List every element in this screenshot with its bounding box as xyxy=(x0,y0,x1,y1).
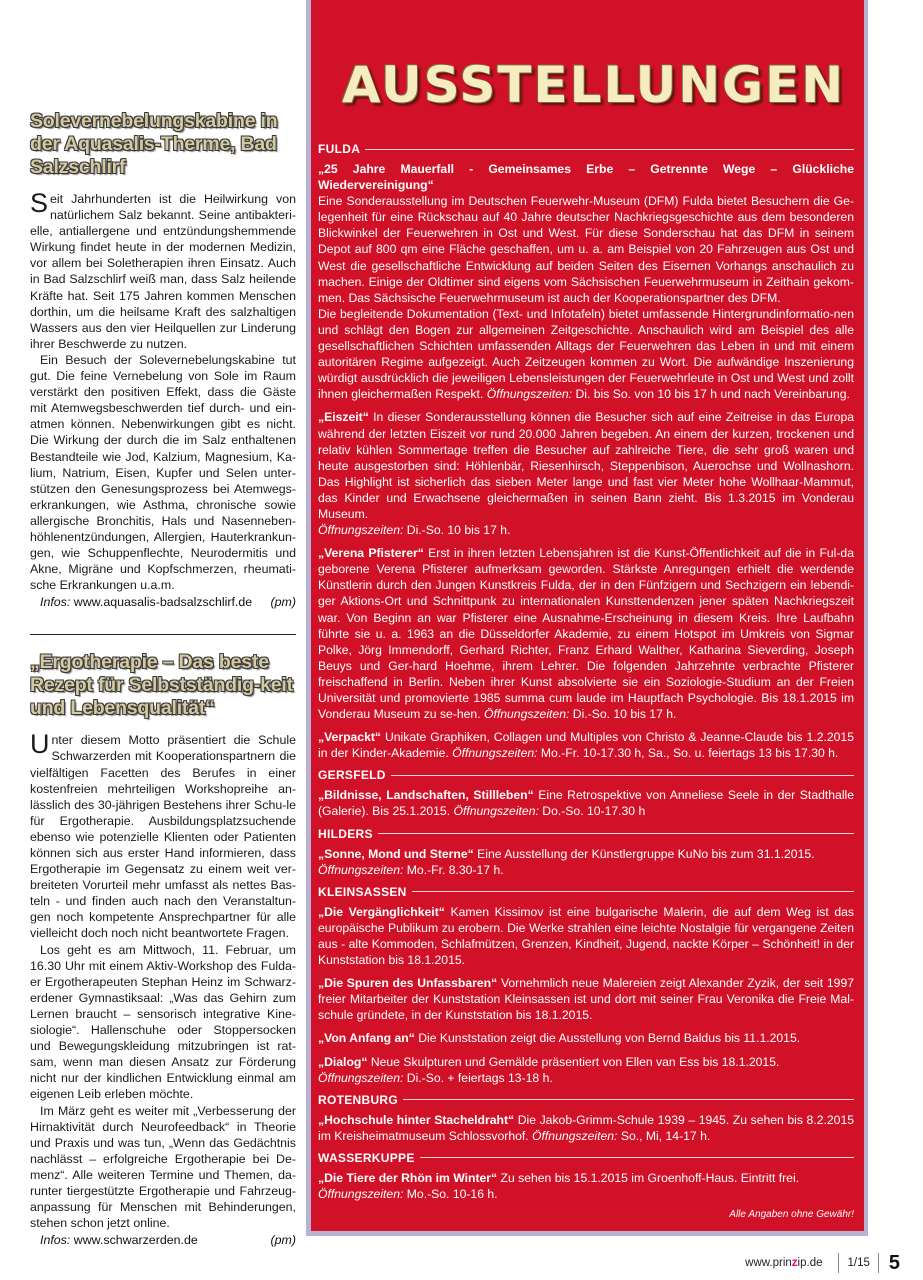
section-label: WASSERKUPPE xyxy=(318,1150,415,1165)
page-number: 5 xyxy=(888,1251,900,1274)
section-heading-hilders xyxy=(318,827,854,841)
exhibition-entry xyxy=(318,1112,854,1144)
article-paragraph xyxy=(30,188,296,352)
exhibition-title: „Die Tiere der Rhön im Winter“ xyxy=(318,1170,498,1185)
page-footer xyxy=(700,1252,900,1274)
exhibition-title: „Eiszeit“ xyxy=(318,410,369,425)
section-label: ROTENBURG xyxy=(318,1092,399,1107)
exhibition-entry xyxy=(318,1170,854,1202)
hours-label: Öffnungszeiten: xyxy=(452,746,538,761)
exhibition-text: Kamen Kissimov ist eine bulgarische Malerin, die auf dem Weg ist das europäische Publikum zu erobern. Die Werke strahlen eine leichte Nostalgie für vergangene Zeiten aus - alte Kommoden, Schlafmützen, Grenzen, Kindheit, Jugend, nackte Körper – Schönheit! in der Kunststation bis 18.1.2015. xyxy=(318,904,854,968)
section-rule xyxy=(365,149,854,150)
section-heading-rotenburg xyxy=(318,1093,854,1107)
disclaimer: Alle Angaben ohne Gewähr! xyxy=(729,1209,854,1221)
section-label: FULDA xyxy=(318,142,361,156)
section-rule xyxy=(403,1099,854,1100)
credit: (pm) xyxy=(270,595,296,610)
hours-label: Öffnungszeiten: xyxy=(532,1128,618,1143)
article-ergotherapie xyxy=(30,651,296,1248)
hours-text: Mo.-Fr. 8.30-17 h. xyxy=(406,862,504,877)
exhibition-text: Die Jakob-Grimm-Schule 1939 – 1945. Zu sehen bis 8.2.2015 im Kreisheimatmuseum Schlossvorhof. xyxy=(318,1112,855,1143)
exhibition-entry xyxy=(318,846,854,878)
footer-divider xyxy=(838,1253,839,1273)
drop-cap: U xyxy=(30,729,50,760)
hours-label: Öffnungszeiten: xyxy=(318,523,404,538)
footer-divider xyxy=(878,1253,879,1273)
exhibition-title: „25 Jahre Mauerfall - Gemeinsames Erbe – Getrennte Wege – Glückliche Wiedervereinigung“ xyxy=(318,162,854,193)
section-heading-kleinsassen xyxy=(318,885,854,899)
exhibition-entry xyxy=(318,975,854,1023)
article-paragraph xyxy=(30,729,296,941)
exhibition-entry xyxy=(318,409,854,538)
article-divider xyxy=(30,634,296,635)
exhibition-title: „Verena Pfisterer“ xyxy=(318,546,424,561)
exhibition-entry xyxy=(318,545,854,722)
info-url[interactable]: www.aquasalis-badsalzschlirf.de xyxy=(73,595,253,610)
info-line xyxy=(30,1232,296,1248)
site-url-prefix: www.prin xyxy=(745,1257,792,1269)
exhibition-text: Eine Retrospektive von Anneliese Seele in der Stadthalle (Galerie). Bis 25.1.2015. xyxy=(318,788,855,819)
exhibition-title: „Hochschule hinter Stacheldraht“ xyxy=(318,1112,515,1127)
hours-text: Di. bis So. von 10 bis 17 h und nach Vereinbarung. xyxy=(575,387,850,402)
article-paragraph: Ein Besuch der Solevernebelungskabine tut gut. Die feine Vernebelung von Sole im Raum verstärkt den positiven Effekt, dass die Gäste mit Atemwegsbeschwerden tief durch- und ein-atmen können. Nebenwirkungen gibt es nicht. Die Wirkung der durch die im Salz enthaltenen Bestandteile wie Jod, Kalzium, Magnesium, Ka-lium, Natrium, Eisen, Kupfer und Selen unter-stützen den Genesungsprozess bei Atemwegs-erkrankungen, wie Asthma, chronische sowie allergische Bronchitis, Hals und Nasenneben-höhlenentzündungen, Allergien, Hauterkrankun-gen, wie Schuppenflechte, Neurodermitis und Akne, Migräne und Kopfschmerzen, rheumati-sche Erkrankungen u.a.m. xyxy=(30,352,296,593)
hours-label: Öffnungszeiten: xyxy=(318,1070,404,1085)
exhibition-text: Vornehmlich neue Malereien zeigt Alexander Zyzik, der seit 1997 freier Mitarbeiter der Kunststation Kleinsassen ist und dort mit seiner Frau Veronika die Freie Mal-schule gründete, in der Kunststation bis 18.1.2015. xyxy=(318,976,855,1023)
exhibition-text: In dieser Sonderausstellung können die Besucher sich auf eine Zeitreise in das Europa während der letzten Eiszeit vor rund 20.000 Jahren begeben. An einem der kurzen, trockenen und relativ kühlen Sommertage treffen die Besucher auf zahlreiche Tiere, die sehr groß waren und heute ausgestorben sind: Höhlenbär, Riesenhirsch, Steppenbison, Auerochse und Wollnashorn. Das Highlight ist sicherlich das sieben Meter lange und fast vier Meter hohe Wollhaar-Mammut, das Kinder und Erwachsene gleichermaßen in seinen Bann zieht. Bis 1.3.2015 im Vonderau Museum. xyxy=(318,410,855,521)
exhibition-title: „Von Anfang an“ xyxy=(318,1031,415,1046)
section-heading-wasserkuppe xyxy=(318,1151,854,1165)
article-headline: „Ergotherapie – Das beste Rezept für Selbstständig-keit und Lebensqualität“ xyxy=(30,651,293,720)
article-solevernebelung xyxy=(30,110,296,610)
exhibition-title: „Dialog“ xyxy=(318,1054,368,1069)
hours-text: Mo.-So. 10-16 h. xyxy=(406,1186,498,1201)
info-url[interactable]: www.schwarzerden.de xyxy=(73,1233,198,1248)
exhibition-text: Neue Skulpturen und Gemälde präsentiert von Ellen van Ess bis 18.1.2015. xyxy=(370,1054,780,1069)
exhibition-text: Die Kunststation zeigt die Ausstellung von Bernd Baldus bis 11.1.2015. xyxy=(418,1031,801,1046)
left-column xyxy=(30,110,296,1248)
exhibition-text: Die begleitende Dokumentation (Text- und Infotafeln) bietet umfassende Hintergrundinformatio-nen und schlägt den Bogen zur allgemeinen Zeitgeschichte. Anschaulich wird am Beispiel des alle gesellschaftlichen Schichten umfassenden Alltags der Feuerwehren das Leben in und mit einem autoritären Regime aufgezeigt. Auch Zeitzeugen kommen zu Wort. Die aufwändige Inszenierung würdigt ausdrücklich die jeweiligen Lebensleistungen der Feuerwehrleute in Ost und West und zollt ihnen gleichermaßen Respekt. xyxy=(318,306,854,402)
article-headline: Solevernebelungskabine in der Aquasalis-Therme, Bad Salzschlirf xyxy=(30,110,278,178)
hours-label: Öffnungszeiten: xyxy=(453,804,539,819)
panel-title: AUSSTELLUNGEN xyxy=(341,56,846,114)
credit: (pm) xyxy=(270,1233,296,1248)
info-line xyxy=(30,594,296,610)
section-label: HILDERS xyxy=(318,826,373,841)
exhibition-text: Erst in ihren letzten Lebensjahren ist die Kunst-Öffentlichkeit auf die in Ful-da geborene Verena Pfisterer aufmerksam geworden. Stärkste Anregungen erhielt die werdende Künstlerin durch den Jungen Kunstkreis Fulda, der in den Fünfzigern und Sechzigern ein lebendi-ger Aktions-Ort und Schnittpunk zu internationalen Kunsttendenzen jener späten Nachkriegszeit war. Von Beginn an war Pfisterer eine Ausnahme-Erscheinung in diesem Kreis. Ihre Laufbahn führte sie u. a. 1963 an die Düsseldorfer Akademie, zu einem Hotspot im Umkreis von Sigmar Polke, Jörg Immendorff, Gerhard Richter, Franz Erhard Walther, Katharina Sieverding, Joseph Beuys und Ger-hard Hoehme, ihrem Lehrer. Die folgenden Jahrzehnte verbrachte Pfisterer freischaffend in Berlin. Neben ihrer Kunst absolvierte sie ein Soziologie-Studium an der Freien Universität und promovierte 1985 summa cum laude im Hauptfach Psychologie. Bis 18.1.2015 im Vonderau Museum zu se-hen. xyxy=(318,546,854,722)
exhibitions-list xyxy=(318,138,854,1220)
section-heading-gersfeld xyxy=(318,768,854,782)
exhibition-title: „Verpackt“ xyxy=(318,730,382,745)
site-url[interactable] xyxy=(745,1257,822,1269)
site-url-suffix: ip.de xyxy=(797,1257,823,1269)
section-rule xyxy=(391,775,854,776)
site-url-accent: z xyxy=(791,1257,798,1269)
exhibition-title: „Sonne, Mond und Sterne“ xyxy=(318,846,474,861)
exhibition-entry xyxy=(318,1054,854,1086)
article-paragraph: Im März geht es weiter mit „Verbesserung der Hirnaktivität durch Neurofeedback“ in Theorie und Praxis und was tun, „Wenn das Gedächtnis nachlässt – erfolgreiche Ergotherapie bei De-menz“. Alle weiteren Termine und Themen, da-runter tiergestützte Ergotherapie und Fahrzeug-anpassung für Menschen mit Behinderungen, stehen schon jetzt online. xyxy=(30,1103,296,1231)
hours-text: Di.-So. + feiertags 13-18 h. xyxy=(406,1070,553,1085)
exhibition-title: „Die Vergänglichkeit“ xyxy=(318,904,445,919)
exhibition-title: „Die Spuren des Unfassbaren“ xyxy=(318,976,498,991)
exhibition-text: Unikate Graphiken, Collagen und Multiples von Christo & Jeanne-Claude bis 1.2.2015 in der Kinder-Akademie. xyxy=(318,730,854,761)
exhibitions-panel xyxy=(311,0,864,1231)
exhibition-entry xyxy=(318,161,854,402)
hours-label: Öffnungszeiten: xyxy=(318,862,404,877)
section-rule xyxy=(412,891,854,892)
issue-number: 1/15 xyxy=(847,1257,870,1269)
section-label: GERSFELD xyxy=(318,768,386,783)
drop-cap: S xyxy=(30,188,49,218)
hours-text: Di.-So. 10 bis 17 h. xyxy=(406,523,511,538)
section-label: KLEINSASSEN xyxy=(318,884,407,899)
section-rule xyxy=(378,833,854,834)
info-label: Infos: xyxy=(40,1233,71,1248)
section-rule xyxy=(420,1157,854,1158)
hours-text: So., Mi, 14-17 h. xyxy=(620,1128,711,1143)
exhibition-text: Eine Sonderausstellung im Deutschen Feuerwehr-Museum (DFM) Fulda bietet Besuchern die Ge-legenheit für eine Rückschau auf 40 Jahre deutscher Nachkriegsgeschichte aus dem besonderen Blickwinkel der Feuerwehren in Ost und West. Für diese Sonderschau hat das DFM in seinem Depot auf 800 qm eine Fläche geschaffen, um u. a. am Beispiel von 20 Fahrzeugen aus Ost und West die gesellschaftliche Entwicklung auf beiden Seiten des Eisernen Vorhangs anschaulich zu machen. Einige der Oldtimer sind eigens vom Sächsischen Feuerwehrmuseum in Zeithain gekom-men. Das Sächsische Feuerwehrmuseum ist auch der Kooperationspartner des DFM. xyxy=(318,194,854,305)
exhibition-entry xyxy=(318,904,854,968)
paragraph-text: nter diesem Motto präsentiert die Schule Schwarzerden mit Kooperationspartnern die vielfältigen Facetten des Berufes in einer kostenfreien mehrteiligen Workshopreihe an-lässlich des 30-jährigen Bestehens ihrer Schu-le für Ergotherapie. Ausbildungsplatzsuchende ebenso wie potenzielle Klienten oder Patienten können sich aus erster Hand informieren, dass Ergotherapie im Gegensatz zu einem weit ver-breiteten Vorurteil mehr umfasst als nettes Bas-teln - und finden auch nach den Veranstaltun-gen noch kompetente Ansprechpartner für alle vielleicht doch noch nicht beantwortete Fragen. xyxy=(30,733,296,941)
exhibition-text: Zu sehen bis 15.1.2015 im Groenhoff-Haus. Eintritt frei. xyxy=(500,1170,800,1185)
exhibition-entry xyxy=(318,787,854,819)
hours-label: Öffnungszeiten: xyxy=(486,387,573,402)
hours-label: Öffnungszeiten: xyxy=(318,1186,404,1201)
exhibition-entry xyxy=(318,1030,854,1046)
hours-label: Öffnungszeiten: xyxy=(484,707,570,722)
exhibition-title: „Bildnisse, Landschaften, Stillleben“ xyxy=(318,788,534,803)
section-heading-fulda xyxy=(318,142,854,156)
paragraph-text: eit Jahrhunderten ist die Heilwirkung von natürlichem Salz bekannt. Seine antibakteri-elle, antiallergene und entzündungshemmende Wirkung findet heute in der modernen Medizin, vor allem bei Soletherapien ihren Einsatz. Auch in Bad Salzschlirf weiß man, dass Salz heilende Kräfte hat. Seit 175 Jahren kommen Menschen dorthin, um die heilsame Kraft des salzhaltigen Wassers aus den vier Heilquellen zur Linderung ihrer Beschwerde zu nutzen. xyxy=(30,192,296,351)
exhibition-entry xyxy=(318,729,854,761)
article-paragraph: Los geht es am Mittwoch, 11. Februar, um 16.30 Uhr mit einem Aktiv-Workshop des Fulda-er Ergotherapeuten Stephan Heinz im Schwarz-erdener Gymnastiksaal: „Was das Gehirn zum Lernen braucht – sensorisch integrative Kine-siologie“. Hallenschuhe oder Stoppersocken und Bewegungskleidung mitzubringen ist rat-sam, wenn man diesen Ansatz zur Förderung nicht nur der kindlichen Entwicklung einmal am eigenen Leib erleben möchte. xyxy=(30,942,296,1102)
info-label: Infos: xyxy=(40,595,71,610)
hours-text: Di.-So. 10 bis 17 h. xyxy=(572,707,677,722)
exhibition-text: Eine Ausstellung der Künstlergruppe KuNo bis zum 31.1.2015. xyxy=(477,846,815,861)
hours-text: Mo.-Fr. 10-17.30 h, Sa., So. u. feiertags 13 bis 17.30 h. xyxy=(540,746,839,761)
hours-text: Do.-So. 10-17.30 h xyxy=(542,804,646,819)
